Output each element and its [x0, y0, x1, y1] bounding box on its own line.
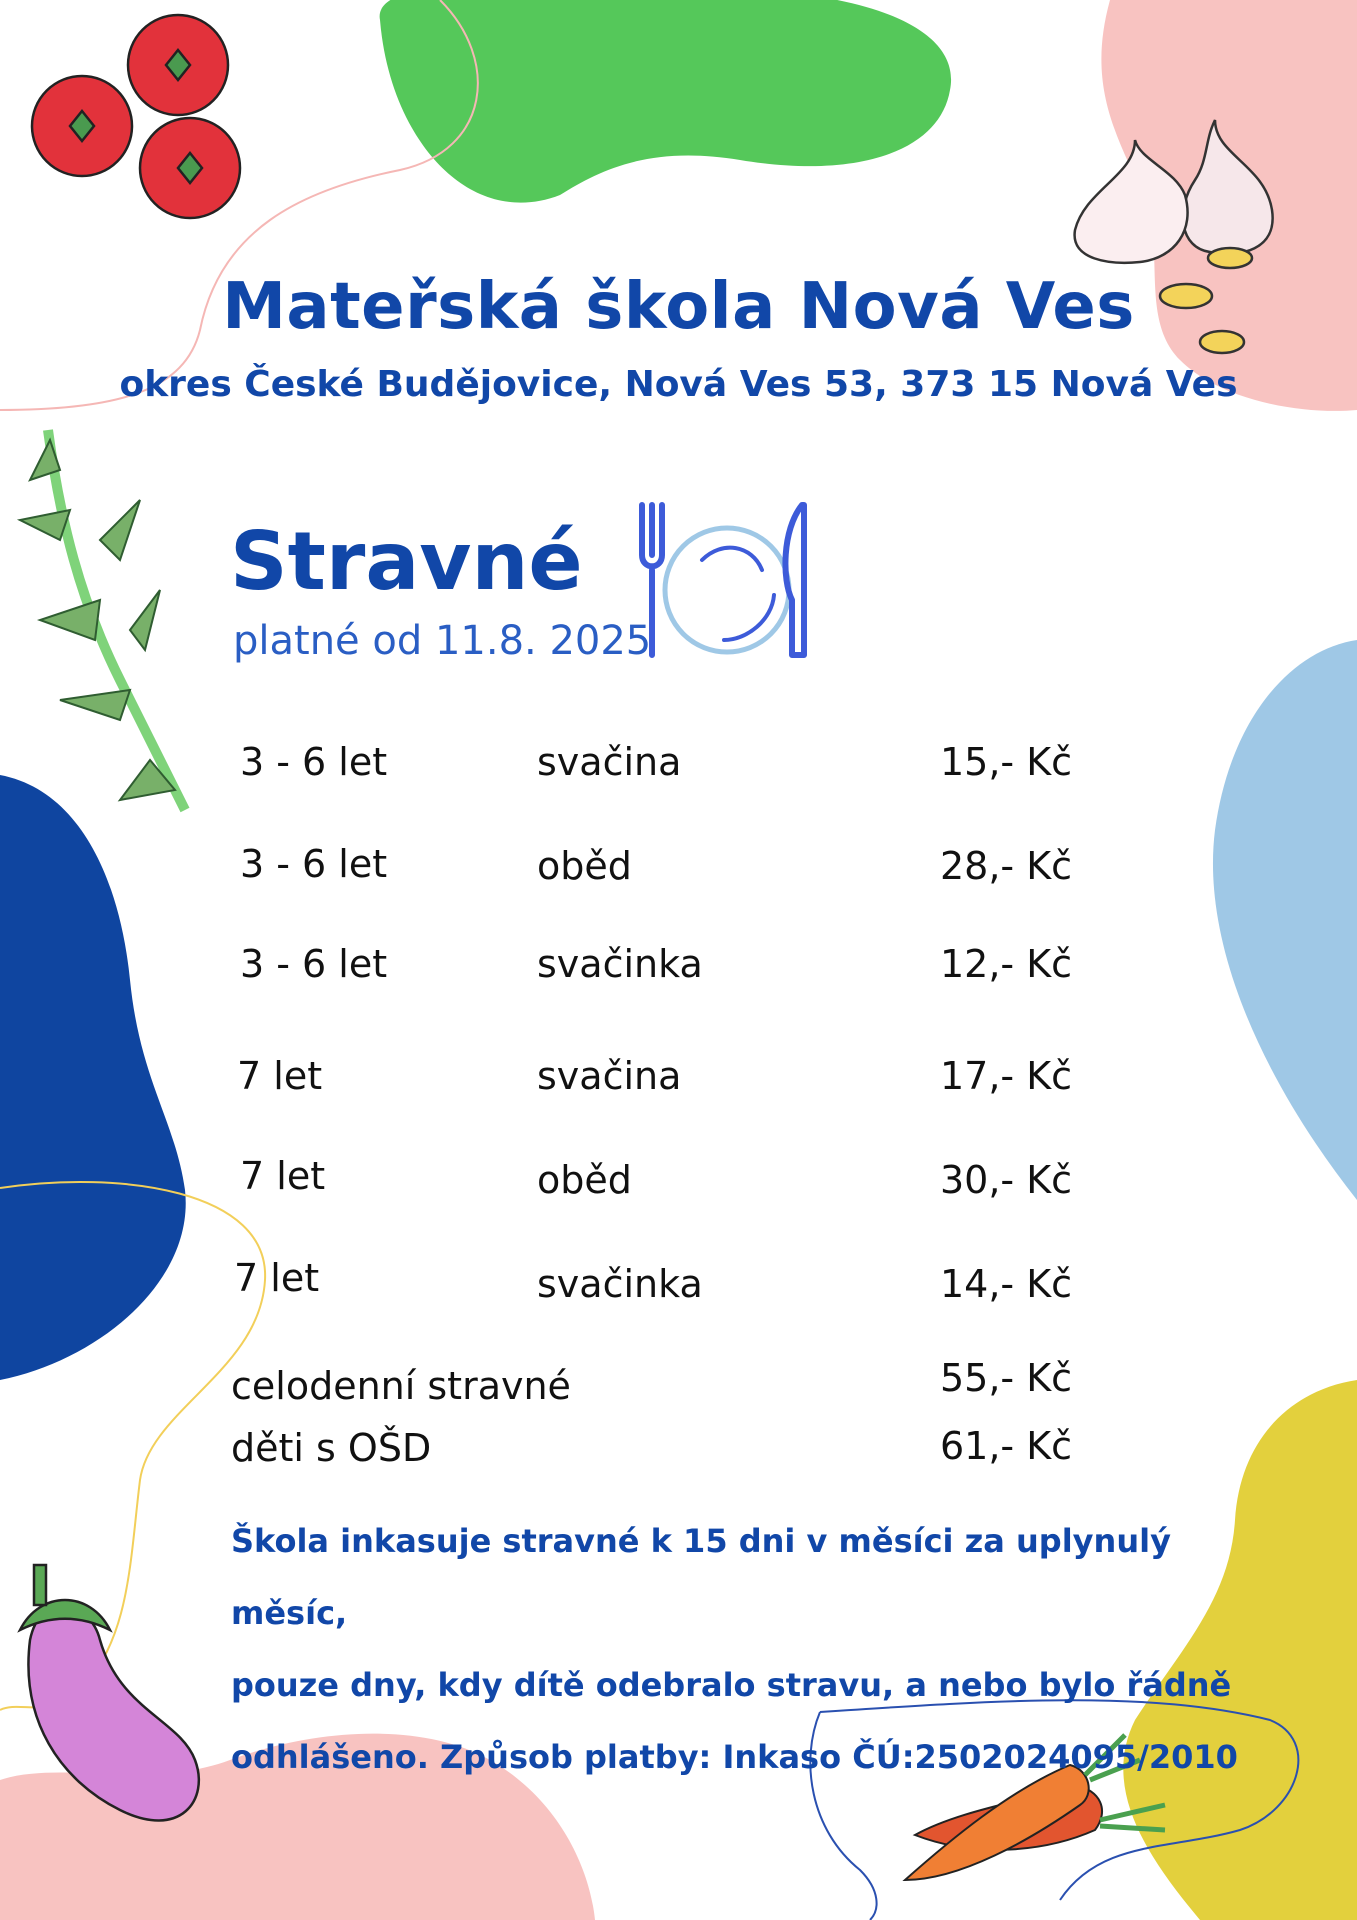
price-2: 28,- Kč: [940, 844, 1073, 888]
meal-3: svačinka: [537, 942, 703, 986]
meal-6: svačinka: [537, 1262, 703, 1306]
total-price-2: 61,- Kč: [940, 1424, 1073, 1468]
meal-1: svačina: [537, 740, 682, 784]
age-3: 3 - 6 let: [240, 942, 388, 986]
page-title: Stravné: [230, 515, 583, 608]
price-1: 15,- Kč: [940, 740, 1073, 784]
herb-illustration: [20, 430, 185, 810]
school-address: okres České Budějovice, Nová Ves 53, 373 15 Nová Ves: [119, 364, 1238, 405]
plate-cutlery-icon: [632, 500, 812, 670]
price-5: 30,- Kč: [940, 1158, 1073, 1202]
payment-note: [231, 1505, 1291, 1793]
total-label-1: celodenní stravné: [231, 1364, 571, 1408]
price-4: 17,- Kč: [940, 1054, 1073, 1098]
age-5: 7 let: [240, 1154, 326, 1198]
payment-note-line-3: odhlášeno. Způsob platby: Inkaso ČÚ:2502024095/2010: [231, 1738, 1238, 1776]
meal-5: oběd: [537, 1158, 632, 1202]
age-2: 3 - 6 let: [240, 842, 388, 886]
school-name: Mateřská škola Nová Ves: [222, 270, 1135, 344]
age-6: 7 let: [234, 1256, 320, 1300]
tomatoes-illustration: [32, 15, 240, 218]
age-1: 3 - 6 let: [240, 740, 388, 784]
meal-2: oběd: [537, 844, 632, 888]
light-blue-blob: [1213, 640, 1357, 1200]
price-3: 12,- Kč: [940, 942, 1073, 986]
total-label-2: děti s OŠD: [231, 1426, 432, 1470]
payment-note-line-2: pouze dny, kdy dítě odebralo stravu, a nebo bylo řádně: [231, 1666, 1232, 1704]
valid-from: platné od 11.8. 2025: [233, 618, 652, 664]
green-blob: [380, 0, 951, 203]
price-6: 14,- Kč: [940, 1262, 1073, 1306]
payment-note-line-1: Škola inkasuje stravné k 15 dni v měsíci za uplynulý měsíc,: [231, 1522, 1171, 1632]
age-4: 7 let: [237, 1054, 323, 1098]
meal-4: svačina: [537, 1054, 682, 1098]
total-price-1: 55,- Kč: [940, 1356, 1073, 1400]
dark-blue-blob: [0, 775, 186, 1380]
